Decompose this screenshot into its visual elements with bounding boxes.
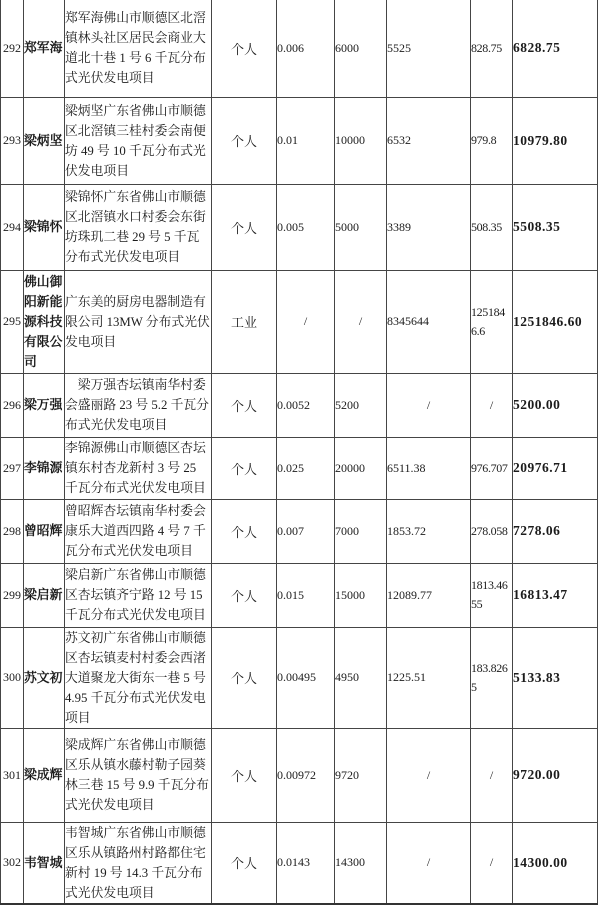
subsidy-value: 508.35: [471, 184, 513, 270]
project-description: 梁炳坚广东省佛山市顺德区北滘镇三桂村委会南便坊 49 号 10 千瓦分布式光伏发电项目: [65, 97, 212, 184]
capacity-value: 4950: [335, 627, 387, 728]
unit-price-value: 0.005: [277, 184, 335, 270]
table-row: [1, 822, 598, 904]
capacity-value: 15000: [335, 563, 387, 627]
applicant-type: 个人: [212, 499, 277, 563]
table-row: [1, 499, 598, 563]
applicant-type: 个人: [212, 0, 277, 97]
owner-name: 李锦源: [24, 437, 65, 499]
subsidy-table-body: [1, 0, 598, 904]
subsidy-value: 1813.4655: [471, 563, 513, 627]
generation-value: 5525: [387, 0, 471, 97]
generation-value: /: [387, 373, 471, 437]
total-amount: 5133.83: [513, 627, 598, 728]
unit-price-value: 0.0052: [277, 373, 335, 437]
table-row: [1, 627, 598, 728]
total-amount: 7278.06: [513, 499, 598, 563]
row-index: 296: [1, 373, 24, 437]
subsidy-value: 828.75: [471, 0, 513, 97]
owner-name: 梁启新: [24, 563, 65, 627]
table-row: [1, 563, 598, 627]
capacity-value: 5000: [335, 184, 387, 270]
project-description: 梁启新广东省佛山市顺德区杏坛镇齐宁路 12 号 15 千瓦分布式光伏发电项目: [65, 563, 212, 627]
owner-name: 梁成辉: [24, 728, 65, 822]
project-description: 梁万强杏坛镇南华村委会盛丽路 23 号 5.2 千瓦分布式光伏发电项目: [65, 373, 212, 437]
capacity-value: 20000: [335, 437, 387, 499]
unit-price-value: 0.015: [277, 563, 335, 627]
owner-name: 苏文初: [24, 627, 65, 728]
row-index: 298: [1, 499, 24, 563]
capacity-value: 6000: [335, 0, 387, 97]
generation-value: 8345644: [387, 270, 471, 373]
owner-name: 梁炳坚: [24, 97, 65, 184]
subsidy-value: /: [471, 373, 513, 437]
applicant-type: 个人: [212, 437, 277, 499]
row-index: 299: [1, 563, 24, 627]
total-amount: 6828.75: [513, 0, 598, 97]
total-amount: 1251846.60: [513, 270, 598, 373]
project-description: 苏文初广东省佛山市顺德区杏坛镇麦村村委会西渚大道聚龙大街东一巷 5 号 4.95 千瓦分布式光伏发电项目: [65, 627, 212, 728]
project-description: 梁锦怀广东省佛山市顺德区北滘镇水口村委会东街坊珠玑二巷 29 号 5 千瓦分布式光伏发电项目: [65, 184, 212, 270]
capacity-value: 14300: [335, 822, 387, 904]
row-index: 293: [1, 97, 24, 184]
unit-price-value: 0.00972: [277, 728, 335, 822]
capacity-value: 10000: [335, 97, 387, 184]
row-index: 301: [1, 728, 24, 822]
capacity-value: 5200: [335, 373, 387, 437]
capacity-value: 7000: [335, 499, 387, 563]
subsidy-value: /: [471, 822, 513, 904]
table-row: [1, 184, 598, 270]
owner-name: 曾昭辉: [24, 499, 65, 563]
subsidy-value: 976.707: [471, 437, 513, 499]
applicant-type: 个人: [212, 97, 277, 184]
row-index: 294: [1, 184, 24, 270]
generation-value: 6511.38: [387, 437, 471, 499]
row-index: 292: [1, 0, 24, 97]
total-amount: 20976.71: [513, 437, 598, 499]
row-index: 297: [1, 437, 24, 499]
subsidy-value: /: [471, 728, 513, 822]
table-row: [1, 270, 598, 373]
project-description: 郑军海佛山市顺德区北滘镇林头社区居民会商业大道北十巷 1 号 6 千瓦分布式光伏发电项目: [65, 0, 212, 97]
generation-value: /: [387, 728, 471, 822]
generation-value: 1225.51: [387, 627, 471, 728]
unit-price-value: 0.0143: [277, 822, 335, 904]
unit-price-value: /: [277, 270, 335, 373]
owner-name: 梁锦怀: [24, 184, 65, 270]
applicant-type: 个人: [212, 373, 277, 437]
applicant-type: 个人: [212, 563, 277, 627]
applicant-type: 个人: [212, 627, 277, 728]
subsidy-value: 183.8265: [471, 627, 513, 728]
total-amount: 9720.00: [513, 728, 598, 822]
subsidy-value: 979.8: [471, 97, 513, 184]
project-description: 李锦源佛山市顺德区杏坛镇东村杏龙新村 3 号 25 千瓦分布式光伏发电项目: [65, 437, 212, 499]
project-description: 广东美的厨房电器制造有限公司 13MW 分布式光伏发电项目: [65, 270, 212, 373]
subsidy-value: 278.058: [471, 499, 513, 563]
row-index: 302: [1, 822, 24, 904]
table-row: [1, 373, 598, 437]
row-index: 295: [1, 270, 24, 373]
generation-value: 12089.77: [387, 563, 471, 627]
table-row: [1, 437, 598, 499]
total-amount: 10979.80: [513, 97, 598, 184]
unit-price-value: 0.007: [277, 499, 335, 563]
project-description: 梁成辉广东省佛山市顺德区乐从镇水藤村勒子园葵林三巷 15 号 9.9 千瓦分布式光伏发电项目: [65, 728, 212, 822]
applicant-type: 工业: [212, 270, 277, 373]
unit-price-value: 0.01: [277, 97, 335, 184]
unit-price-value: 0.00495: [277, 627, 335, 728]
total-amount: 14300.00: [513, 822, 598, 904]
owner-name: 佛山御阳新能源科技有限公司: [24, 270, 65, 373]
table-row: [1, 0, 598, 97]
owner-name: 梁万强: [24, 373, 65, 437]
total-amount: 5200.00: [513, 373, 598, 437]
subsidy-value: 1251846.6: [471, 270, 513, 373]
table-row: [1, 97, 598, 184]
generation-value: 1853.72: [387, 499, 471, 563]
applicant-type: 个人: [212, 184, 277, 270]
applicant-type: 个人: [212, 822, 277, 904]
capacity-value: 9720: [335, 728, 387, 822]
row-index: 300: [1, 627, 24, 728]
owner-name: 韦智城: [24, 822, 65, 904]
generation-value: 6532: [387, 97, 471, 184]
unit-price-value: 0.006: [277, 0, 335, 97]
generation-value: 3389: [387, 184, 471, 270]
unit-price-value: 0.025: [277, 437, 335, 499]
total-amount: 16813.47: [513, 563, 598, 627]
total-amount: 5508.35: [513, 184, 598, 270]
table-row: [1, 728, 598, 822]
applicant-type: 个人: [212, 728, 277, 822]
owner-name: 郑军海: [24, 0, 65, 97]
capacity-value: /: [335, 270, 387, 373]
generation-value: /: [387, 822, 471, 904]
project-description: 韦智城广东省佛山市顺德区乐从镇路州村路都住宅新村 19 号 14.3 千瓦分布式光伏发电项目: [65, 822, 212, 904]
project-description: 曾昭辉杏坛镇南华村委会康乐大道西四路 4 号 7 千瓦分布式光伏发电项目: [65, 499, 212, 563]
